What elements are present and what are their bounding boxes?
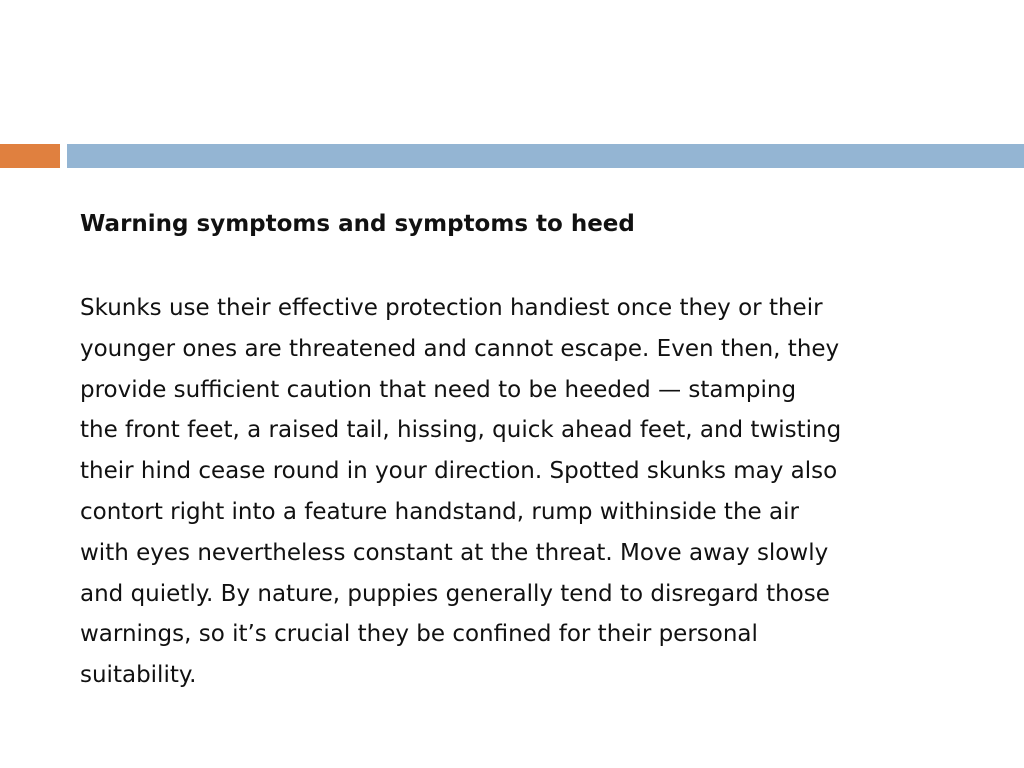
accent-bar-orange bbox=[0, 144, 60, 168]
body-line: suitability. bbox=[80, 662, 197, 689]
slide-heading: Warning symptoms and symptoms to heed bbox=[80, 211, 635, 237]
body-line: younger ones are threatened and cannot escape. Even then, they bbox=[80, 335, 840, 362]
slide-body bbox=[80, 288, 980, 696]
body-line: Skunks use their effective protection handiest once they or their bbox=[80, 295, 823, 321]
slide-content bbox=[80, 206, 980, 696]
body-line: their hind cease round in your direction. Spotted skunks may also bbox=[80, 458, 838, 485]
body-line: the front feet, a raised tail, hissing, quick ahead feet, and twisting bbox=[80, 417, 842, 444]
body-line: warnings, so it’s crucial they be confined for their personal bbox=[80, 621, 758, 648]
spacer bbox=[80, 242, 980, 288]
body-line: with eyes nevertheless constant at the threat. Move away slowly bbox=[80, 539, 829, 566]
body-line: contort right into a feature handstand, rump withinside the air bbox=[80, 498, 799, 525]
body-line: and quietly. By nature, puppies generally tend to disregard those bbox=[80, 580, 830, 607]
accent-bar-blue bbox=[67, 144, 1024, 168]
body-line: provide sufficient caution that need to be heeded — stamping bbox=[80, 376, 797, 403]
